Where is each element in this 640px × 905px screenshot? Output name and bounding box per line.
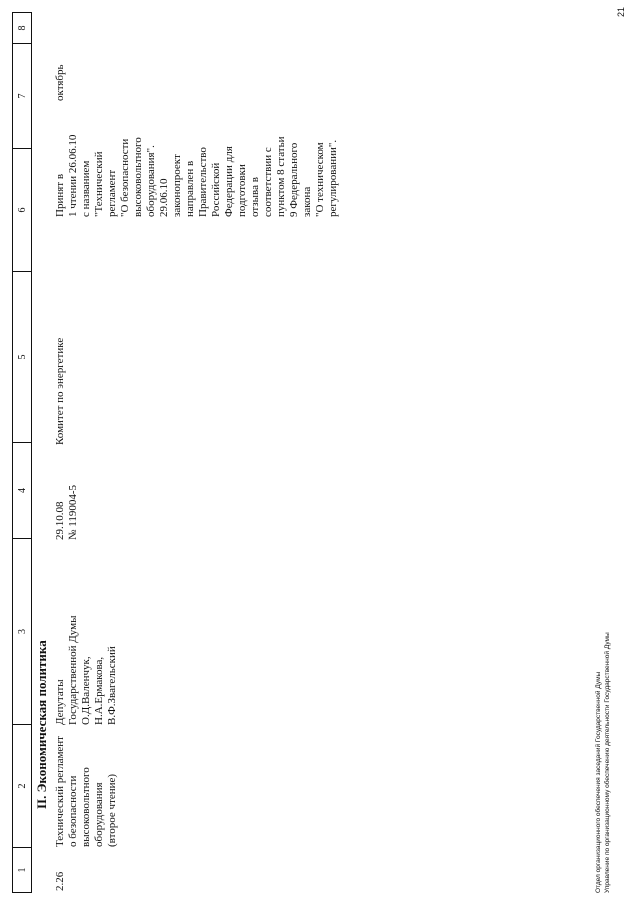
page-number: 21 bbox=[616, 6, 626, 17]
column-header-6: 6 bbox=[13, 148, 31, 271]
responsible-committee: Комитет по энергетике bbox=[54, 337, 66, 445]
column-header-1: 1 bbox=[13, 847, 31, 892]
row-number: 2.26 bbox=[54, 871, 66, 891]
column-header-row bbox=[12, 12, 32, 893]
footer-line-1: Отдел организационного обеспечения заседаний Государственной Думы bbox=[595, 671, 602, 893]
section-title: II. Экономическая политика bbox=[34, 640, 49, 809]
footer bbox=[594, 632, 612, 893]
column-header-4: 4 bbox=[13, 442, 31, 538]
column-header-8: 8 bbox=[16, 25, 28, 31]
bill-status: Принят в 1 чтении 26.06.10 с названием "Технический регламент "О безопасности высоковольтного оборудования". 29.06.10 законопроект направлен в Правительство Российской Федерации для подготовки отзыва в соответствии с пунктом 8 статьи 9 Федерального закона "О техническом регулировании". bbox=[54, 134, 339, 217]
column-header-2: 2 bbox=[13, 724, 31, 847]
bill-authors: Депутаты Государственной Думы О.Д.Валенчук, Н.А.Ермакова, В.Ф.Звагельский bbox=[54, 615, 118, 725]
bill-registration: 29.10.08 № 119004-5 bbox=[54, 485, 79, 540]
footer-line-2: Управление по организационному обеспечению деятельности Государственной Думы bbox=[604, 632, 611, 893]
planned-month: октябрь bbox=[54, 64, 66, 101]
column-header-5: 5 bbox=[13, 271, 31, 442]
bill-title: Технический регламент о безопасности высоковольтного оборудования (второе чтение) bbox=[54, 736, 118, 847]
column-header-7: 7 bbox=[13, 43, 31, 148]
column-header-3: 3 bbox=[13, 538, 31, 724]
